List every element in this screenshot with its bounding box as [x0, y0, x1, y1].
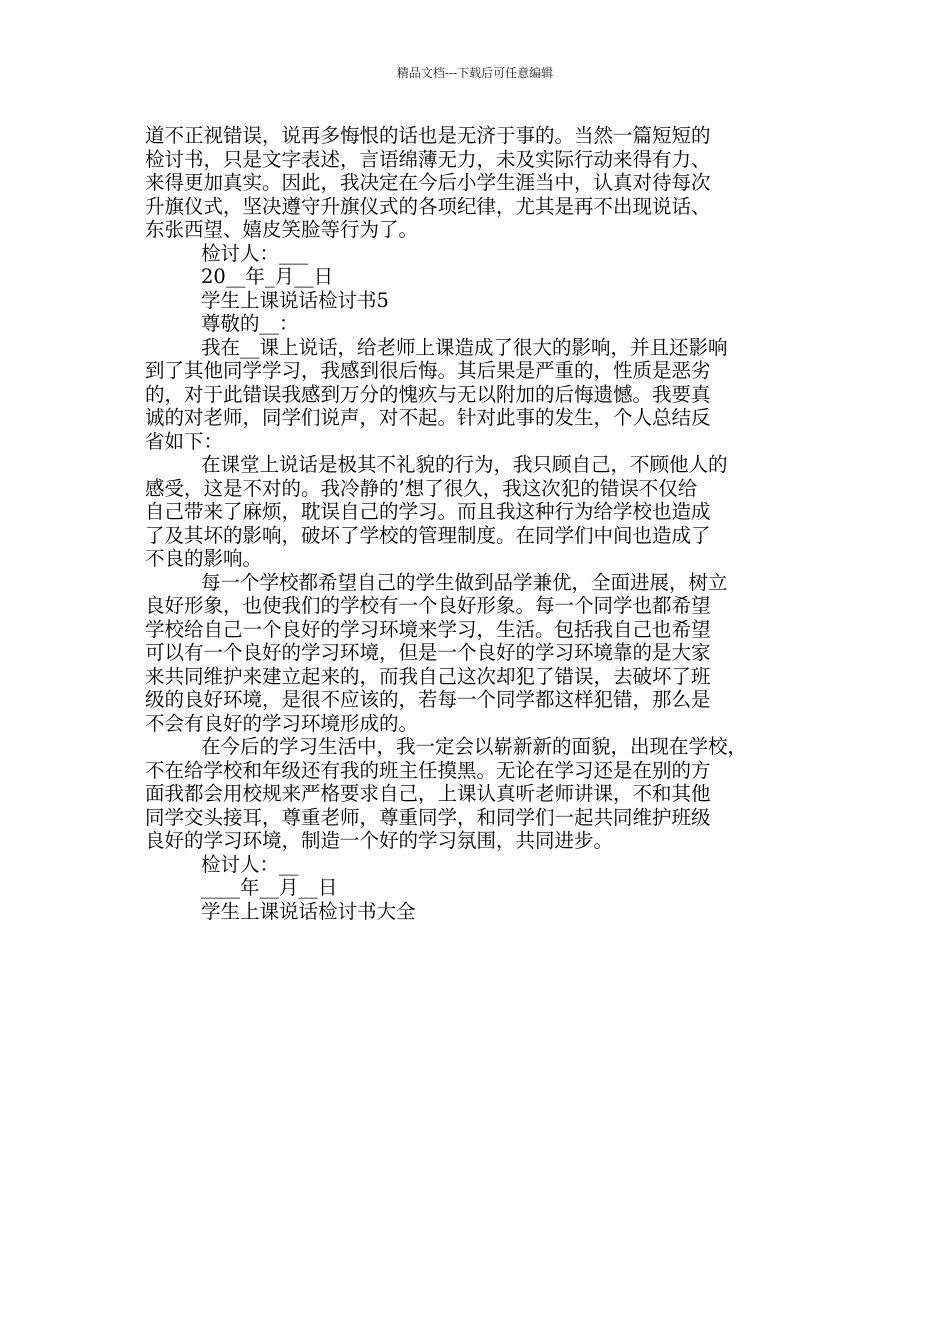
text-line: 在课堂上说话是极其不礼貌的行为，我只顾自己，不顾他人的 — [201, 453, 728, 476]
document-body — [145, 124, 807, 923]
text-line: 诚的对老师，同学们说声，对不起。针对此事的发生，个人总结反 — [145, 406, 711, 429]
text-line: 不会有良好的学习环境形成的。 — [145, 711, 419, 735]
text-line: 学生上课说话检讨书5 — [201, 288, 389, 312]
text-line: 学生上课说话检讨书大全 — [201, 899, 416, 923]
text-line: 检讨人：__ — [201, 852, 299, 876]
text-line: 感受，这是不对的。我冷静的’想了很久，我这次犯的错误不仅给 — [145, 476, 698, 500]
text-line: 可以有一个良好的学习环境，但是一个良好的学习环境靠的是大家 — [145, 641, 711, 664]
text-line: 东张西望、嬉皮笑脸等行为了。 — [145, 218, 419, 241]
text-line: 良好形象，也使我们的学校有一个良好形象。每一个同学也都希望 — [145, 594, 711, 617]
text-line: 来得更加真实。因此，我决定在今后小学生涯当中，认真对待每次 — [145, 171, 711, 194]
text-line: 自己带来了麻烦，耽误自己的学习。而且我这种行为给学校也造成 — [145, 500, 711, 523]
text-line: 我在__课上说话，给老师上课造成了很大的影响，并且还影响 — [201, 335, 728, 359]
text-line: 省如下： — [145, 429, 224, 453]
page-header: 精品文档---下载后可任意编辑 — [396, 66, 554, 80]
text-line: 到了其他同学学习，我感到很后悔。其后果是严重的，性质是恶劣 — [145, 359, 711, 382]
text-line: 良好的学习环境，制造一个好的学习氛围，共同进步。 — [145, 829, 614, 852]
text-line: 了及其坏的影响，破坏了学校的管理制度。在同学们中间也造成了 — [145, 523, 711, 547]
text-line: 检讨人：___ — [201, 241, 309, 265]
text-line: 来共同维护来建立起来的，而我自己这次却犯了错误，去破坏了班 — [145, 664, 711, 688]
text-line: 不良的影响。 — [145, 547, 263, 570]
text-line: ____年__月__日 — [201, 876, 338, 899]
text-line: 20__年_月__日 — [201, 265, 334, 288]
text-line: 在今后的学习生活中，我一定会以崭新新的面貌，出现在学校， — [201, 735, 748, 758]
text-line: 尊敬的__： — [201, 312, 299, 335]
text-line: 面我都会用校规来严格要求自己，上课认真听老师讲课，不和其他 — [145, 782, 711, 805]
text-line: 检讨书，只是文字表述，言语绵薄无力，未及实际行动来得有力、 — [145, 147, 711, 171]
text-line: 升旗仪式，坚决遵守升旗仪式的各项纪律，尤其是再不出现说话、 — [145, 194, 711, 218]
text-line: 道不正视错误，说再多悔恨的话也是无济于事的。当然一篇短短的 — [145, 124, 711, 147]
text-line: 级的良好环境，是很不应该的，若每一个同学都这样犯错，那么是 — [145, 688, 711, 711]
text-line: 同学交头接耳，尊重老师，尊重同学，和同学们一起共同维护班级 — [145, 805, 711, 829]
text-line: 不在给学校和年级还有我的班主任摸黑。无论在学习还是在别的方 — [145, 758, 711, 782]
text-line: 的，对于此错误我感到万分的愧疚与无以附加的后悔遗憾。我要真 — [145, 382, 711, 406]
text-line: 每一个学校都希望自己的学生做到品学兼优，全面进展，树立 — [201, 570, 728, 594]
text-line: 学校给自己一个良好的学习环境来学习，生活。包括我自己也希望 — [145, 617, 711, 641]
